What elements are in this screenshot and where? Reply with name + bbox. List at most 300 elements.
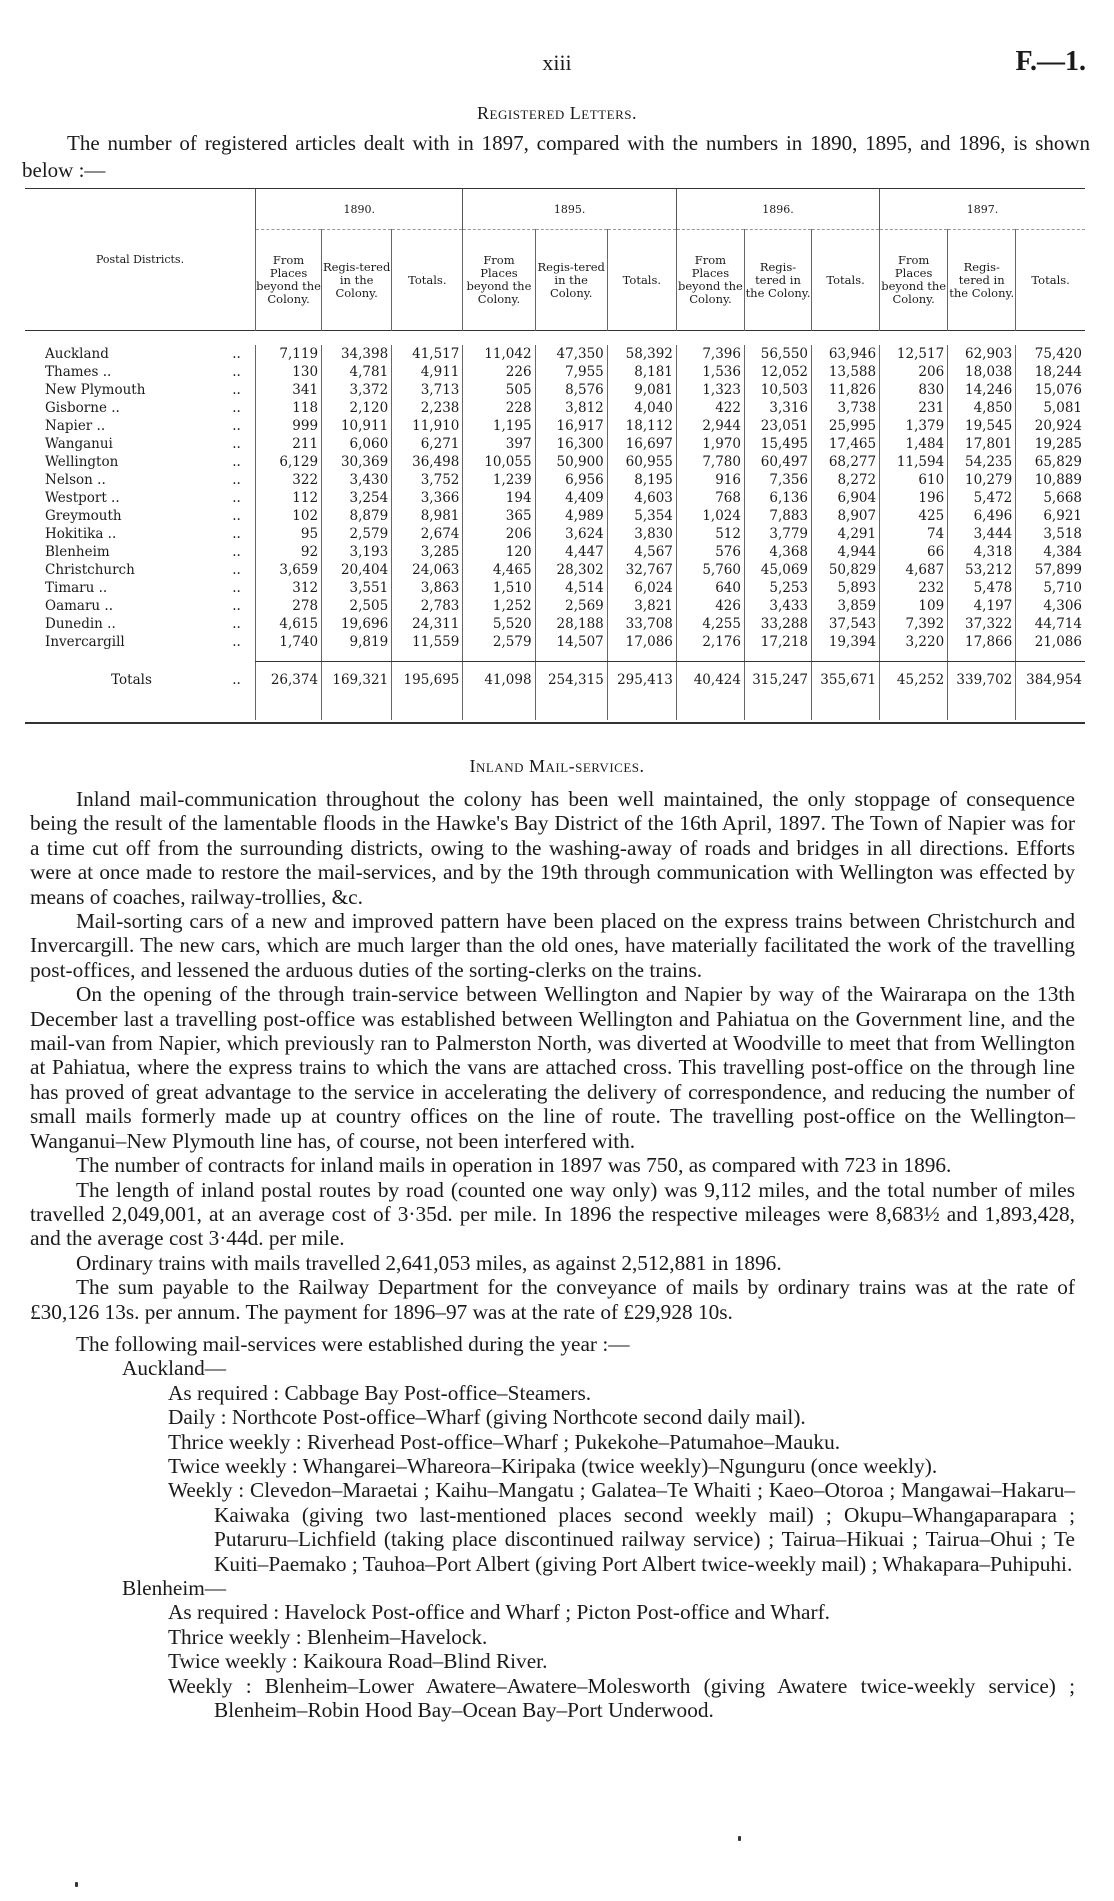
service-entry: Thrice weekly : Riverhead Post-office–Wharf ; Pukekohe–Patumahoe–Mauku. bbox=[168, 1429, 841, 1454]
table-cell: 12,052 bbox=[744, 363, 811, 381]
service-entry: Twice weekly : Kaikoura Road–Blind River. bbox=[168, 1649, 548, 1674]
table-cell: 999 bbox=[256, 417, 322, 435]
district-name: Westport .. bbox=[45, 490, 120, 506]
table-bottom-rule bbox=[25, 722, 1085, 724]
table-cell: 11,042 bbox=[463, 345, 535, 363]
leader-dots: .. bbox=[232, 490, 241, 506]
table-cell: 4,944 bbox=[812, 543, 880, 561]
table-cell: 11,594 bbox=[880, 453, 948, 471]
leader-dots: .. bbox=[232, 526, 241, 542]
leader-dots: .. bbox=[232, 382, 241, 398]
table-cell: 34,398 bbox=[322, 345, 392, 363]
leader-dots: .. bbox=[232, 562, 241, 578]
table-cell: 1,510 bbox=[463, 579, 535, 597]
table-cell: 112 bbox=[256, 489, 322, 507]
year-header: 1897. bbox=[880, 189, 1085, 230]
leader-dots: .. bbox=[232, 616, 241, 632]
totals-row bbox=[25, 662, 1085, 699]
table-cell: 4,318 bbox=[948, 543, 1016, 561]
table-cell: 16,300 bbox=[535, 435, 607, 453]
table-cell: 211 bbox=[256, 435, 322, 453]
table-cell: 74 bbox=[880, 525, 948, 543]
table-row bbox=[25, 381, 1085, 399]
table-row bbox=[25, 363, 1085, 381]
table-cell: 1,024 bbox=[676, 507, 744, 525]
total-cell: 339,702 bbox=[948, 662, 1016, 699]
table-cell: 576 bbox=[676, 543, 744, 561]
paragraph: On the opening of the through train-service between Wellington and Napier by way of the Wairarapa on the 13th December last a travelling post-office was established between Wellington and Pahiatua on the Government line, and the mail-van from Napier, which previously ran to Palmerston North, was diverted at Woodville to meet that from Wellington at Pahiatua, where the express trains to which the vans are attached cross. This travelling post-office on the through line has proved of great advantage to the service in accelerating the delivery of correspondence, and reducing the number of small mails formerly made up at country offices on the line of route. The travelling post-office on the Wellington–Wanganui–New Plymouth line has, of course, not been interfered with. bbox=[30, 982, 1075, 1153]
total-cell: 254,315 bbox=[535, 662, 607, 699]
table-cell: 8,195 bbox=[607, 471, 676, 489]
table-cell: 1,239 bbox=[463, 471, 535, 489]
table-cell: 120 bbox=[463, 543, 535, 561]
table-cell: 3,624 bbox=[535, 525, 607, 543]
sub-column-header: From Places beyond the Colony. bbox=[676, 230, 744, 331]
leader-dots: .. bbox=[232, 418, 241, 434]
table-cell: 50,829 bbox=[812, 561, 880, 579]
table-cell: 16,917 bbox=[535, 417, 607, 435]
table-cell: 610 bbox=[880, 471, 948, 489]
table-cell: 28,302 bbox=[535, 561, 607, 579]
table-cell: 28,188 bbox=[535, 615, 607, 633]
table-cell: 15,495 bbox=[744, 435, 811, 453]
district-name: Blenheim bbox=[45, 544, 110, 560]
district-name: Hokitika .. bbox=[45, 526, 117, 542]
table-cell: 5,520 bbox=[463, 615, 535, 633]
table-cell: 4,368 bbox=[744, 543, 811, 561]
region-heading-blenheim: Blenheim— bbox=[122, 1576, 227, 1600]
table-cell: 3,821 bbox=[607, 597, 676, 615]
table-cell: 18,038 bbox=[948, 363, 1016, 381]
registered-letters-intro: The number of registered articles dealt with in 1897, compared with the numbers in 1890, 1895, and 1896, is shown below :— bbox=[22, 131, 1090, 182]
table-cell: 47,350 bbox=[535, 345, 607, 363]
table-cell: 768 bbox=[676, 489, 744, 507]
table-cell: 426 bbox=[676, 597, 744, 615]
table-cell: 37,322 bbox=[948, 615, 1016, 633]
table-cell: 3,285 bbox=[392, 543, 463, 561]
document-reference: F.—1. bbox=[1015, 46, 1086, 77]
table-cell: 3,433 bbox=[744, 597, 811, 615]
table-cell: 2,176 bbox=[676, 633, 744, 651]
table-cell: 3,752 bbox=[392, 471, 463, 489]
table-cell: 3,551 bbox=[322, 579, 392, 597]
inland-mail-title: Inland Mail-services. bbox=[469, 756, 645, 776]
table-cell: 5,354 bbox=[607, 507, 676, 525]
table-cell: 3,779 bbox=[744, 525, 811, 543]
table-cell: 5,668 bbox=[1016, 489, 1085, 507]
table-cell: 1,536 bbox=[676, 363, 744, 381]
table-cell: 5,081 bbox=[1016, 399, 1085, 417]
table-cell: 19,394 bbox=[812, 633, 880, 651]
total-cell: 384,954 bbox=[1016, 662, 1085, 699]
table-cell: 3,859 bbox=[812, 597, 880, 615]
table-cell: 57,899 bbox=[1016, 561, 1085, 579]
table-cell: 58,392 bbox=[607, 345, 676, 363]
table-cell: 23,051 bbox=[744, 417, 811, 435]
district-name: Invercargill bbox=[45, 634, 125, 650]
leader-dots: .. bbox=[232, 544, 241, 560]
table-cell: 4,781 bbox=[322, 363, 392, 381]
leader-dots: .. bbox=[232, 346, 241, 362]
paragraph: Inland mail-communication throughout the colony has been well maintained, the only stoppage of consequence being the result of the lamentable floods in the Hawke's Bay District of the 16th April, 1897. The Town of Napier was for a time cut off from the surrounding districts, owing to the washing-away of roads and bridges in all directions. Efforts were at once made to restore the mail-services, and by the 19th through communication with Wellington was effected by means of coaches, railway-trollies, &c. bbox=[30, 787, 1075, 909]
table-cell: 2,238 bbox=[392, 399, 463, 417]
table-cell: 62,903 bbox=[948, 345, 1016, 363]
table-cell: 5,472 bbox=[948, 489, 1016, 507]
table-cell: 7,780 bbox=[676, 453, 744, 471]
leader-dots: .. bbox=[232, 454, 241, 470]
inland-mail-body bbox=[30, 787, 1075, 1722]
table-cell: 1,379 bbox=[880, 417, 948, 435]
table-cell: 8,981 bbox=[392, 507, 463, 525]
total-cell: 26,374 bbox=[256, 662, 322, 699]
table-cell: 11,826 bbox=[812, 381, 880, 399]
table-cell: 65,829 bbox=[1016, 453, 1085, 471]
service-entry: Weekly : Clevedon–Maraetai ; Kaihu–Mangatu ; Galatea–Te Whaiti ; Kaeo–Otoroa ; Mangawai–Hakaru–Kaiwaka (giving two last-mentioned places second weekly mail) ; Okupu–Whangaparapara ; Putaruru–Lichfield (taking place discontinued railway service) ; Tairua–Hikuai ; Tairua–Ohui ; Te Kuiti–Paemako ; Tauhoa–Port Albert (giving Port Albert twice-weekly mail) ; Whakapara–Puhipuhi. bbox=[168, 1478, 1075, 1576]
table-cell: 10,889 bbox=[1016, 471, 1085, 489]
table-cell: 92 bbox=[256, 543, 322, 561]
service-entry: As required : Cabbage Bay Post-office–Steamers. bbox=[168, 1380, 592, 1405]
table-cell: 6,904 bbox=[812, 489, 880, 507]
table-cell: 9,819 bbox=[322, 633, 392, 651]
table-cell: 196 bbox=[880, 489, 948, 507]
table-row bbox=[25, 597, 1085, 615]
table-row bbox=[25, 435, 1085, 453]
service-entry: Twice weekly : Whangarei–Whareora–Kiripaka (twice weekly)–Ngunguru (once weekly). bbox=[168, 1453, 938, 1478]
table-cell: 9,081 bbox=[607, 381, 676, 399]
table-cell: 3,713 bbox=[392, 381, 463, 399]
page-header bbox=[0, 40, 1114, 80]
table-cell: 5,760 bbox=[676, 561, 744, 579]
table-cell: 3,444 bbox=[948, 525, 1016, 543]
table-cell: 4,989 bbox=[535, 507, 607, 525]
leader-dots: .. bbox=[232, 634, 241, 650]
district-name: Timaru .. bbox=[45, 580, 108, 596]
table-cell: 60,497 bbox=[744, 453, 811, 471]
table-cell: 32,767 bbox=[607, 561, 676, 579]
table-cell: 11,910 bbox=[392, 417, 463, 435]
table-cell: 4,255 bbox=[676, 615, 744, 633]
leader-dots: .. bbox=[232, 508, 241, 524]
table-cell: 422 bbox=[676, 399, 744, 417]
district-name: Oamaru .. bbox=[45, 598, 113, 614]
table-cell: 3,316 bbox=[744, 399, 811, 417]
table-cell: 5,710 bbox=[1016, 579, 1085, 597]
table-cell: 3,193 bbox=[322, 543, 392, 561]
table-cell: 18,244 bbox=[1016, 363, 1085, 381]
totals-label: Totals bbox=[111, 671, 152, 688]
table-cell: 397 bbox=[463, 435, 535, 453]
sub-column-header: Totals. bbox=[1016, 230, 1085, 331]
table-cell: 8,272 bbox=[812, 471, 880, 489]
table-cell: 12,517 bbox=[880, 345, 948, 363]
leader-dots: .. bbox=[232, 472, 241, 488]
table-cell: 56,550 bbox=[744, 345, 811, 363]
table-cell: 130 bbox=[256, 363, 322, 381]
year-header: 1890. bbox=[256, 189, 463, 230]
table-row bbox=[25, 417, 1085, 435]
table-cell: 75,420 bbox=[1016, 345, 1085, 363]
table-cell: 6,271 bbox=[392, 435, 463, 453]
year-header-row bbox=[25, 189, 1085, 230]
table-row bbox=[25, 471, 1085, 489]
district-name: Napier .. bbox=[45, 418, 106, 434]
table-cell: 4,603 bbox=[607, 489, 676, 507]
table-cell: 14,246 bbox=[948, 381, 1016, 399]
sub-column-header: Totals. bbox=[392, 230, 463, 331]
leader-dots: .. bbox=[232, 400, 241, 416]
table-cell: 8,879 bbox=[322, 507, 392, 525]
sub-column-header: Totals. bbox=[607, 230, 676, 331]
total-cell: 315,247 bbox=[744, 662, 811, 699]
print-speck bbox=[75, 1882, 78, 1887]
table-cell: 7,883 bbox=[744, 507, 811, 525]
table-cell: 4,197 bbox=[948, 597, 1016, 615]
total-cell: 169,321 bbox=[322, 662, 392, 699]
year-header: 1896. bbox=[676, 189, 879, 230]
table-cell: 37,543 bbox=[812, 615, 880, 633]
service-entry: Thrice weekly : Blenheim–Havelock. bbox=[168, 1624, 488, 1649]
table-cell: 95 bbox=[256, 525, 322, 543]
table-cell: 4,447 bbox=[535, 543, 607, 561]
table-cell: 4,291 bbox=[812, 525, 880, 543]
table-cell: 109 bbox=[880, 597, 948, 615]
table-cell: 232 bbox=[880, 579, 948, 597]
table-cell: 10,911 bbox=[322, 417, 392, 435]
table-cell: 6,024 bbox=[607, 579, 676, 597]
table-cell: 8,181 bbox=[607, 363, 676, 381]
district-name: Nelson .. bbox=[45, 472, 106, 488]
table-cell: 7,356 bbox=[744, 471, 811, 489]
table-cell: 312 bbox=[256, 579, 322, 597]
table-cell: 4,850 bbox=[948, 399, 1016, 417]
total-cell: 295,413 bbox=[607, 662, 676, 699]
table-row bbox=[25, 543, 1085, 561]
sub-column-header: From Places beyond the Colony. bbox=[256, 230, 322, 331]
table-row bbox=[25, 615, 1085, 633]
table-cell: 54,235 bbox=[948, 453, 1016, 471]
table-row bbox=[25, 399, 1085, 417]
table-cell: 3,863 bbox=[392, 579, 463, 597]
table-cell: 6,496 bbox=[948, 507, 1016, 525]
table-cell: 1,740 bbox=[256, 633, 322, 651]
table-cell: 10,279 bbox=[948, 471, 1016, 489]
registered-letters-table bbox=[25, 188, 1085, 720]
table-cell: 322 bbox=[256, 471, 322, 489]
table-cell: 5,893 bbox=[812, 579, 880, 597]
table-row bbox=[25, 633, 1085, 651]
table-cell: 3,220 bbox=[880, 633, 948, 651]
table-cell: 17,465 bbox=[812, 435, 880, 453]
table-cell: 3,254 bbox=[322, 489, 392, 507]
table-cell: 231 bbox=[880, 399, 948, 417]
sub-column-header: From Places beyond the Colony. bbox=[880, 230, 948, 331]
table-cell: 1,252 bbox=[463, 597, 535, 615]
sub-column-header: Regis-tered in the Colony. bbox=[535, 230, 607, 331]
table-row bbox=[25, 579, 1085, 597]
service-entry: Weekly : Blenheim–Lower Awatere–Awatere–Molesworth (giving Awatere twice-weekly service) ; Blenheim–Robin Hood Bay–Ocean Bay–Port Underwood. bbox=[168, 1673, 1075, 1723]
sub-column-header: Regis-tered in the Colony. bbox=[744, 230, 811, 331]
table-cell: 4,384 bbox=[1016, 543, 1085, 561]
total-cell: 45,252 bbox=[880, 662, 948, 699]
district-name: Auckland bbox=[45, 346, 109, 362]
table-row bbox=[25, 507, 1085, 525]
table-cell: 53,212 bbox=[948, 561, 1016, 579]
table-cell: 14,507 bbox=[535, 633, 607, 651]
table-cell: 365 bbox=[463, 507, 535, 525]
table-cell: 341 bbox=[256, 381, 322, 399]
table-cell: 1,323 bbox=[676, 381, 744, 399]
table-cell: 24,311 bbox=[392, 615, 463, 633]
table-cell: 20,924 bbox=[1016, 417, 1085, 435]
table-cell: 45,069 bbox=[744, 561, 811, 579]
table-cell: 7,396 bbox=[676, 345, 744, 363]
table-cell: 1,484 bbox=[880, 435, 948, 453]
district-name: Gisborne .. bbox=[45, 400, 120, 416]
table-cell: 19,545 bbox=[948, 417, 1016, 435]
table-cell: 228 bbox=[463, 399, 535, 417]
table-cell: 102 bbox=[256, 507, 322, 525]
table-cell: 118 bbox=[256, 399, 322, 417]
table-cell: 7,392 bbox=[880, 615, 948, 633]
table-cell: 10,055 bbox=[463, 453, 535, 471]
table-row bbox=[25, 561, 1085, 579]
registered-letters-title: Registered Letters. bbox=[477, 103, 637, 123]
table-cell: 4,687 bbox=[880, 561, 948, 579]
table-cell: 8,576 bbox=[535, 381, 607, 399]
table-cell: 66 bbox=[880, 543, 948, 561]
table-cell: 2,944 bbox=[676, 417, 744, 435]
table-cell: 33,708 bbox=[607, 615, 676, 633]
leader-dots: .. bbox=[232, 580, 241, 596]
district-name: Wanganui bbox=[45, 436, 113, 452]
table-cell: 15,076 bbox=[1016, 381, 1085, 399]
table-row bbox=[25, 489, 1085, 507]
table-cell: 6,921 bbox=[1016, 507, 1085, 525]
table-cell: 4,911 bbox=[392, 363, 463, 381]
table-cell: 21,086 bbox=[1016, 633, 1085, 651]
table-cell: 17,866 bbox=[948, 633, 1016, 651]
service-entry: As required : Havelock Post-office and Wharf ; Picton Post-office and Wharf. bbox=[168, 1600, 830, 1625]
print-speck bbox=[738, 1836, 741, 1841]
table-cell: 3,830 bbox=[607, 525, 676, 543]
table-cell: 512 bbox=[676, 525, 744, 543]
table-body bbox=[25, 345, 1085, 720]
table-cell: 4,514 bbox=[535, 579, 607, 597]
paragraph: The number of contracts for inland mails in operation in 1897 was 750, as compared with 723 in 1896. bbox=[76, 1153, 952, 1178]
table-cell: 36,498 bbox=[392, 453, 463, 471]
district-name: Dunedin .. bbox=[45, 616, 116, 632]
table-cell: 2,674 bbox=[392, 525, 463, 543]
leader-dots: .. bbox=[232, 598, 241, 614]
table-cell: 3,372 bbox=[322, 381, 392, 399]
table-cell: 24,063 bbox=[392, 561, 463, 579]
page-number: xiii bbox=[542, 50, 572, 75]
district-name: Christchurch bbox=[45, 562, 135, 578]
table-cell: 68,277 bbox=[812, 453, 880, 471]
district-column-header: Postal Districts. bbox=[95, 253, 185, 266]
table-cell: 3,430 bbox=[322, 471, 392, 489]
table-cell: 7,955 bbox=[535, 363, 607, 381]
district-name: New Plymouth bbox=[45, 382, 146, 398]
total-cell: 195,695 bbox=[392, 662, 463, 699]
table-cell: 17,218 bbox=[744, 633, 811, 651]
table-cell: 4,306 bbox=[1016, 597, 1085, 615]
service-entry: Daily : Northcote Post-office–Wharf (giving Northcote second daily mail). bbox=[168, 1405, 806, 1430]
table-cell: 206 bbox=[880, 363, 948, 381]
paragraph: Ordinary trains with mails travelled 2,641,053 miles, as against 2,512,881 in 1896. bbox=[76, 1250, 782, 1275]
district-name: Greymouth bbox=[45, 508, 122, 524]
table-cell: 63,946 bbox=[812, 345, 880, 363]
table-cell: 17,086 bbox=[607, 633, 676, 651]
table-cell: 1,970 bbox=[676, 435, 744, 453]
total-cell: 40,424 bbox=[676, 662, 744, 699]
table-cell: 278 bbox=[256, 597, 322, 615]
table-cell: 1,195 bbox=[463, 417, 535, 435]
table-row bbox=[25, 345, 1085, 363]
table-cell: 916 bbox=[676, 471, 744, 489]
table-cell: 41,517 bbox=[392, 345, 463, 363]
paragraph: Mail-sorting cars of a new and improved pattern have been placed on the express trains between Christchurch and Invercargill. The new cars, which are much larger than the old ones, have materially facilitated the work of the travelling post-offices, and lessened the arduous duties of the sorting-clerks on the trains. bbox=[30, 909, 1075, 982]
table-cell: 194 bbox=[463, 489, 535, 507]
table-cell: 3,812 bbox=[535, 399, 607, 417]
table-cell: 30,369 bbox=[322, 453, 392, 471]
table-cell: 830 bbox=[880, 381, 948, 399]
table-cell: 3,738 bbox=[812, 399, 880, 417]
table-cell: 6,136 bbox=[744, 489, 811, 507]
leader-dots: .. bbox=[232, 364, 241, 380]
table-cell: 5,478 bbox=[948, 579, 1016, 597]
services-list bbox=[30, 1332, 1075, 1723]
table-cell: 2,579 bbox=[463, 633, 535, 651]
table-cell: 11,559 bbox=[392, 633, 463, 651]
total-cell: 41,098 bbox=[463, 662, 535, 699]
table-cell: 7,119 bbox=[256, 345, 322, 363]
table-cell: 19,285 bbox=[1016, 435, 1085, 453]
table-row bbox=[25, 525, 1085, 543]
table-cell: 3,366 bbox=[392, 489, 463, 507]
table-cell: 206 bbox=[463, 525, 535, 543]
table-cell: 33,288 bbox=[744, 615, 811, 633]
sub-column-header: Regis-tered in the Colony. bbox=[948, 230, 1016, 331]
table-cell: 4,615 bbox=[256, 615, 322, 633]
table-cell: 3,518 bbox=[1016, 525, 1085, 543]
table-cell: 25,995 bbox=[812, 417, 880, 435]
table-cell: 8,907 bbox=[812, 507, 880, 525]
paragraph: The length of inland postal routes by road (counted one way only) was 9,112 miles, and the total number of miles travelled 2,049,001, at an average cost of 3·35d. per mile. In 1896 the respective mileages were 8,683½ and 1,893,428, and the average cost 3·44d. per mile. bbox=[30, 1177, 1075, 1251]
table-row bbox=[25, 453, 1085, 471]
table-cell: 5,253 bbox=[744, 579, 811, 597]
table-cell: 60,955 bbox=[607, 453, 676, 471]
table-cell: 6,956 bbox=[535, 471, 607, 489]
paragraph: The sum payable to the Railway Department for the conveyance of mails by ordinary trains was at the rate of £30,126 13s. per annum. The payment for 1896–97 was at the rate of £29,928 10s. bbox=[30, 1275, 1075, 1324]
table-cell: 2,579 bbox=[322, 525, 392, 543]
table-cell: 3,659 bbox=[256, 561, 322, 579]
table-cell: 2,569 bbox=[535, 597, 607, 615]
table-cell: 226 bbox=[463, 363, 535, 381]
services-lead: The following mail-services were established during the year :— bbox=[76, 1331, 630, 1356]
table-cell: 505 bbox=[463, 381, 535, 399]
table-cell: 2,505 bbox=[322, 597, 392, 615]
table-cell: 18,112 bbox=[607, 417, 676, 435]
leader-dots: .. bbox=[232, 671, 241, 688]
table-cell: 2,120 bbox=[322, 399, 392, 417]
sub-column-header: From Places beyond the Colony. bbox=[463, 230, 535, 331]
table-cell: 4,567 bbox=[607, 543, 676, 561]
sub-column-header: Totals. bbox=[812, 230, 880, 331]
table-cell: 4,465 bbox=[463, 561, 535, 579]
district-name: Wellington bbox=[45, 454, 119, 470]
table-cell: 10,503 bbox=[744, 381, 811, 399]
